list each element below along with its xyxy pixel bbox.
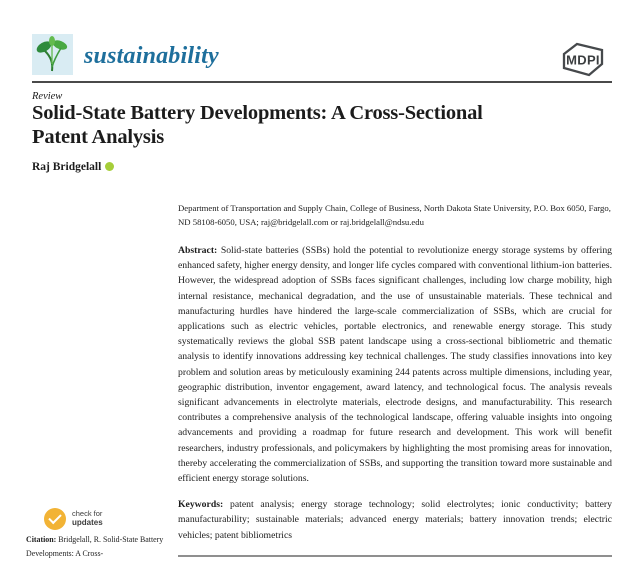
mdpi-hexagon-icon [560,42,606,77]
keywords-paragraph [178,497,612,543]
affiliation-text: Department of Transportation and Supply Chain, College of Business, North Dakota State University, P.O. Box 6050, Fargo, ND 58108-6050, USA; raj@bridgelall.com or raj.bridgelall@ndsu.edu [178,203,611,227]
sprout-icon [32,34,73,75]
keywords-text: patent analysis; energy storage technology; solid electrolytes; ionic conductivity; battery manufacturability; sustainable materials; advanced energy materials; battery innovation trends; electric vehicles; patent bibliometrics [178,499,613,541]
keywords-label: Keywords: [178,499,224,511]
journal-logo [32,34,73,75]
header-divider [32,81,612,83]
check-icon [48,511,61,524]
journal-name: sustainability [84,43,219,69]
mdpi-logo [560,42,606,77]
author-line [32,161,114,173]
check-for-updates-label [72,510,103,527]
orcid-icon[interactable] [105,162,114,171]
citation-block [26,533,174,561]
article-type-label: Review [32,91,63,102]
author-name: Raj Bridgelall [32,161,102,173]
check-for-label: check for [72,509,103,518]
check-circle-icon [44,508,66,530]
check-for-updates-badge[interactable] [44,508,154,532]
abstract-paragraph [178,243,612,486]
abstract-label: Abstract: [178,245,218,256]
updates-label: updates [72,517,103,527]
mdpi-logo-text: MDPI [566,52,600,68]
page-title: Solid-State Battery Developments: A Cross-Sectional Patent Analysis [32,102,483,148]
main-column [178,202,612,557]
keywords-divider [178,555,612,557]
citation-text: Bridgelall, R. Solid-State Battery Developments: A Cross- [26,535,164,558]
abstract-text: Solid-state batteries (SSBs) hold the potential to revolutionize energy storage systems by offering enhanced safety, higher energy density, and longer life cycles compared with conventional lithium-ion batteries. However, the widespread adoption of SSBs faces significant challenges, including low charge mobility, high internal resistance, mechanical degradation, and the use of unsustainable materials. These technical and manufacturing hurdles have hindered the large-scale commercialization of SSBs, which are crucial for applications such as electric vehicles, portable electronics, and renewable energy storage. This study systematically reviews the global SSB patent landscape using a cross-sectional bibliometric and thematic analysis to identify innovations addressing key technical challenges. The study classifies innovations into key problem and solution areas by meticulously examining 244 patents across multiple dimensions, including year, geographic distribution, inventor engagement, award latency, and technological focus. The analysis reveals significant advancements in electrolyte materials, electrode designs, and manufacturability. This research contributes a comprehensive analysis of the technological landscape, offering valuable insights into ongoing advancements and providing a roadmap for future research and development. This work will benefit researchers, industry professionals, and policymakers by highlighting the most promising areas for innovation, thereby accelerating the commercialization of SSBs, and supporting the transition toward more sustainable and efficient energy storage solutions. [178,245,613,485]
citation-label: Citation: [26,535,57,544]
